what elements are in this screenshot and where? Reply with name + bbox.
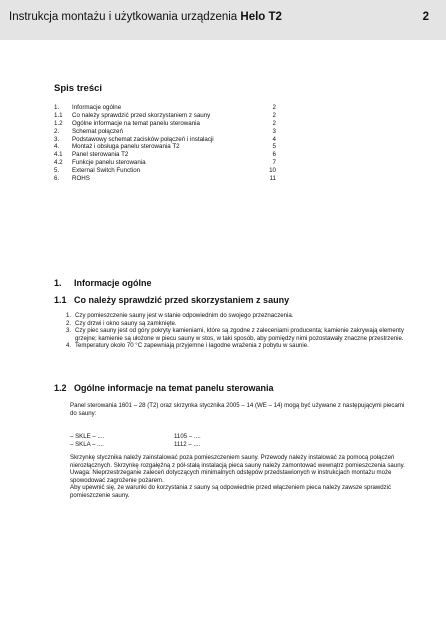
toc-entry-title: External Switch Function [72, 167, 141, 175]
toc-entry-page: 10 [269, 167, 276, 175]
toc-entry-num: 6. [54, 175, 60, 183]
toc-entry-num: 4. [54, 143, 60, 151]
section-number: 1. [54, 278, 62, 288]
toc-entry-page: 2 [272, 104, 276, 111]
checklist-item-number: 1. [66, 312, 72, 319]
document-title [9, 11, 282, 23]
section-title: Co należy sprawdzić przed skorzystaniem z sauny [74, 295, 290, 305]
page-header [0, 0, 446, 40]
checklist-item [60, 320, 405, 328]
section-title: Ogólne informacje na temat panelu sterowania [74, 383, 274, 393]
toc-entry-page: 3 [272, 127, 276, 135]
toc-entry-page: 2 [272, 119, 276, 127]
toc-entry-page: 6 [272, 151, 276, 159]
checklist-item [60, 342, 405, 350]
heater-model-left: – SKLE – .... [70, 433, 105, 440]
toc-entry-num: 4.2 [54, 159, 63, 167]
section-title: Informacje ogólne [74, 278, 152, 288]
toc-entry-num: 1.1 [54, 111, 63, 119]
toc-entry-title: Co należy sprawdzić przed skorzystaniem z sauny [72, 111, 211, 119]
section-heading-1 [54, 278, 152, 288]
toc-entry-page: 11 [269, 175, 276, 183]
toc-entry-title: Montaż i obsługa panelu sterowania T2 [72, 143, 180, 151]
toc-entry [54, 167, 276, 175]
toc-entry-page: 4 [272, 135, 276, 143]
toc-entry-page: 7 [272, 159, 276, 167]
page-number: 2 [422, 11, 429, 23]
safety-paragraph: Aby upewnić się, że warunki do korzystania z sauny są odpowiednie przed włączeniem pieca należy zawsze sprawdzić pomieszczenie sauny. [70, 484, 392, 499]
toc-entry [54, 128, 276, 136]
checklist-item [60, 312, 405, 320]
toc-entry [54, 120, 276, 128]
toc-entry-title: Ogólne informacje na temat panelu sterowania [72, 119, 200, 127]
checklist-item-text: Czy pomieszczenie sauny jest w stanie odpowiednim do swojego przeznaczenia. [75, 312, 294, 319]
toc-entry [54, 136, 276, 144]
heater-model-right: 1105 – .... [174, 433, 201, 440]
intro-paragraph: Panel sterowania 1601 – 28 (T2) oraz skrzynka stycznika 2005 – 14 (WE – 14) mogą być używane z następującymi piecami do sauny: [70, 402, 405, 417]
heater-model-row [70, 433, 270, 441]
table-of-contents [54, 104, 276, 183]
checklist-item-text: Czy drzwi i okno sauny są zamknięte. [75, 319, 177, 327]
toc-entry-num: 1.2 [54, 119, 63, 127]
toc-entry-num: 3. [54, 135, 60, 143]
toc-entry-title: Funkcje panelu sterowania [72, 159, 146, 167]
heater-model-row [70, 441, 270, 449]
toc-entry-title: Schemat połączeń [72, 127, 123, 135]
checklist-item-number: 3. [66, 327, 72, 335]
heater-model-right: 1112 – .... [174, 440, 201, 448]
checklist-item-number: 2. [66, 319, 72, 327]
toc-entry-title: ROHS [72, 175, 90, 183]
toc-entry [54, 112, 276, 120]
checklist-item [60, 327, 405, 342]
document-title-prefix: Instrukcja montażu i użytkowania urządzenia [9, 11, 241, 23]
heater-model-left: – SKLA – .... [70, 440, 104, 448]
checklist [60, 312, 405, 350]
toc-entry [54, 143, 276, 151]
toc-heading: Spis treści [54, 83, 103, 94]
toc-entry-title: Podstawowy schemat zacisków połączeń i instalacji [72, 135, 214, 143]
section-heading-1-1 [54, 295, 289, 305]
toc-entry-num: 2. [54, 127, 60, 135]
toc-entry-page: 2 [272, 111, 276, 119]
toc-entry-page: 5 [272, 143, 276, 151]
document-title-model: Helo T2 [240, 11, 282, 23]
section-number: 1.1 [54, 295, 67, 305]
toc-entry-title: Informacje ogólne [72, 104, 122, 111]
toc-entry [54, 175, 276, 183]
checklist-item-text: Temperatury około 70 °C zapewniają przyjemne i łagodne wrażenia z pobytu w saunie. [75, 342, 309, 350]
section-heading-1-2 [54, 383, 274, 393]
toc-entry-num: 5. [54, 167, 60, 175]
checklist-item-text: Czy piec sauny jest od góry pokryty kamieniami, które są zgodne z zaleceniami producenta; kamienie zakrywają elementy grzejne; kamienie są ułożone w piecu sauny w stos, w taki sposób, aby pomiędzy nimi pozostawały znaczne przestrzenie. [75, 327, 404, 342]
toc-entry-title: Panel sterowania T2 [72, 151, 129, 159]
toc-entry-num: 4.1 [54, 151, 63, 159]
checklist-item-number: 4. [66, 342, 72, 350]
section-number: 1.2 [54, 383, 67, 393]
toc-entry [54, 151, 276, 159]
toc-entry [54, 159, 276, 167]
toc-entry [54, 104, 276, 112]
heater-models-list [70, 433, 270, 448]
toc-entry-num: 1. [54, 104, 60, 111]
installation-paragraph: Skrzynkę stycznika należy zainstalować poza pomieszczeniem sauny. Przewody należy instalować za pomocą połączeń nierozłącznych. Skrzynkę rozgałęźną z pół-stałą instalacją pieca sauny należy zamontować wewnątrz pomieszczenia sauny. Uwaga: Nieprzestrzeganie zaleceń dotyczących minimalnych odstępów przedstawionych w instrukcjach montażu może spowodować zagrożenie pożarem. [70, 454, 405, 484]
